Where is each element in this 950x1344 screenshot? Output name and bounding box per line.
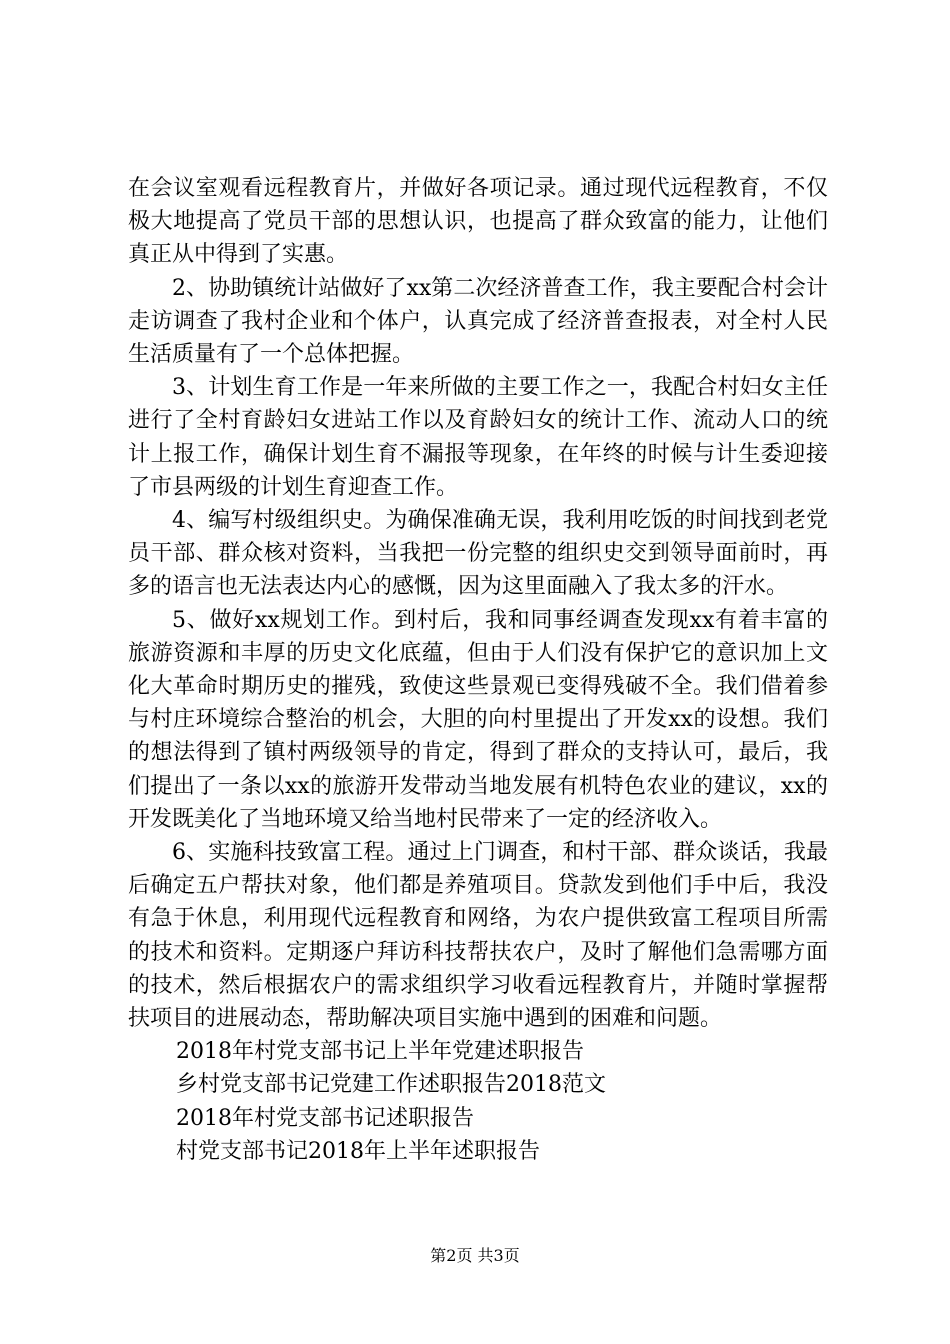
related-links-list [128, 1035, 828, 1168]
document-body [128, 172, 828, 1168]
paragraph-item-5: 5、做好xx规划工作。到村后，我和同事经调查发现xx有着丰富的旅游资源和丰厚的历史文化底蕴，但由于人们没有保护它的意识加上文化大革命时期历史的摧残，致使这些景观已变得残破不全。我们借着参与村庄环境综合整治的机会，大胆的向村里提出了开发xx的设想。我们的想法得到了镇村两级领导的肯定，得到了群众的支持认可，最后，我们提出了一条以xx的旅游开发带动当地发展有机特色农业的建议，xx的开发既美化了当地环境又给当地村民带来了一定的经济收入。 [128, 607, 828, 832]
related-link-2[interactable]: 乡村党支部书记党建工作述职报告2018范文 [176, 1072, 606, 1098]
paragraph-item-4: 4、编写村级组织史。为确保准确无误，我利用吃饭的时间找到老党员干部、群众核对资料，当我把一份完整的组织史交到领导面前时，再多的语言也无法表达内心的感慨，因为这里面融入了我太多的汗水。 [128, 508, 828, 600]
related-link-1[interactable]: 2018年村党支部书记上半年党建述职报告 [176, 1039, 584, 1065]
page-footer: 第2页 共3页 [430, 1246, 520, 1265]
paragraph-continuation: 在会议室观看远程教育片，并做好各项记录。通过现代远程教育，不仅极大地提高了党员干部的思想认识，也提高了群众致富的能力，让他们真正从中得到了实惠。 [128, 176, 828, 268]
paragraph-item-2: 2、协助镇统计站做好了xx第二次经济普查工作，我主要配合村会计走访调查了我村企业和个体户，认真完成了经济普查报表，对全村人民生活质量有了一个总体把握。 [128, 275, 828, 368]
paragraph-item-3: 3、计划生育工作是一年来所做的主要工作之一，我配合村妇女主任进行了全村育龄妇女进站工作以及育龄妇女的统计工作、流动人口的统计上报工作，确保计划生育不漏报等现象，在年终的时候与计生委迎接了市县两级的计划生育迎查工作。 [128, 375, 828, 500]
paragraph-item-6: 6、实施科技致富工程。通过上门调查，和村干部、群众谈话，我最后确定五户帮扶对象，他们都是养殖项目。贷款发到他们手中后，我没有急于休息，利用现代远程教育和网络，为农户提供致富工程项目所需的技术和资料。定期逐户拜访科技帮扶农户，及时了解他们急需哪方面的技术，然后根据农户的需求组织学习收看远程教育片，并随时掌握帮扶项目的进展动态，帮助解决项目实施中遇到的困难和问题。 [128, 840, 828, 1032]
related-link-3[interactable]: 2018年村党支部书记述职报告 [176, 1105, 474, 1131]
related-link-4[interactable]: 村党支部书记2018年上半年述职报告 [176, 1138, 540, 1164]
